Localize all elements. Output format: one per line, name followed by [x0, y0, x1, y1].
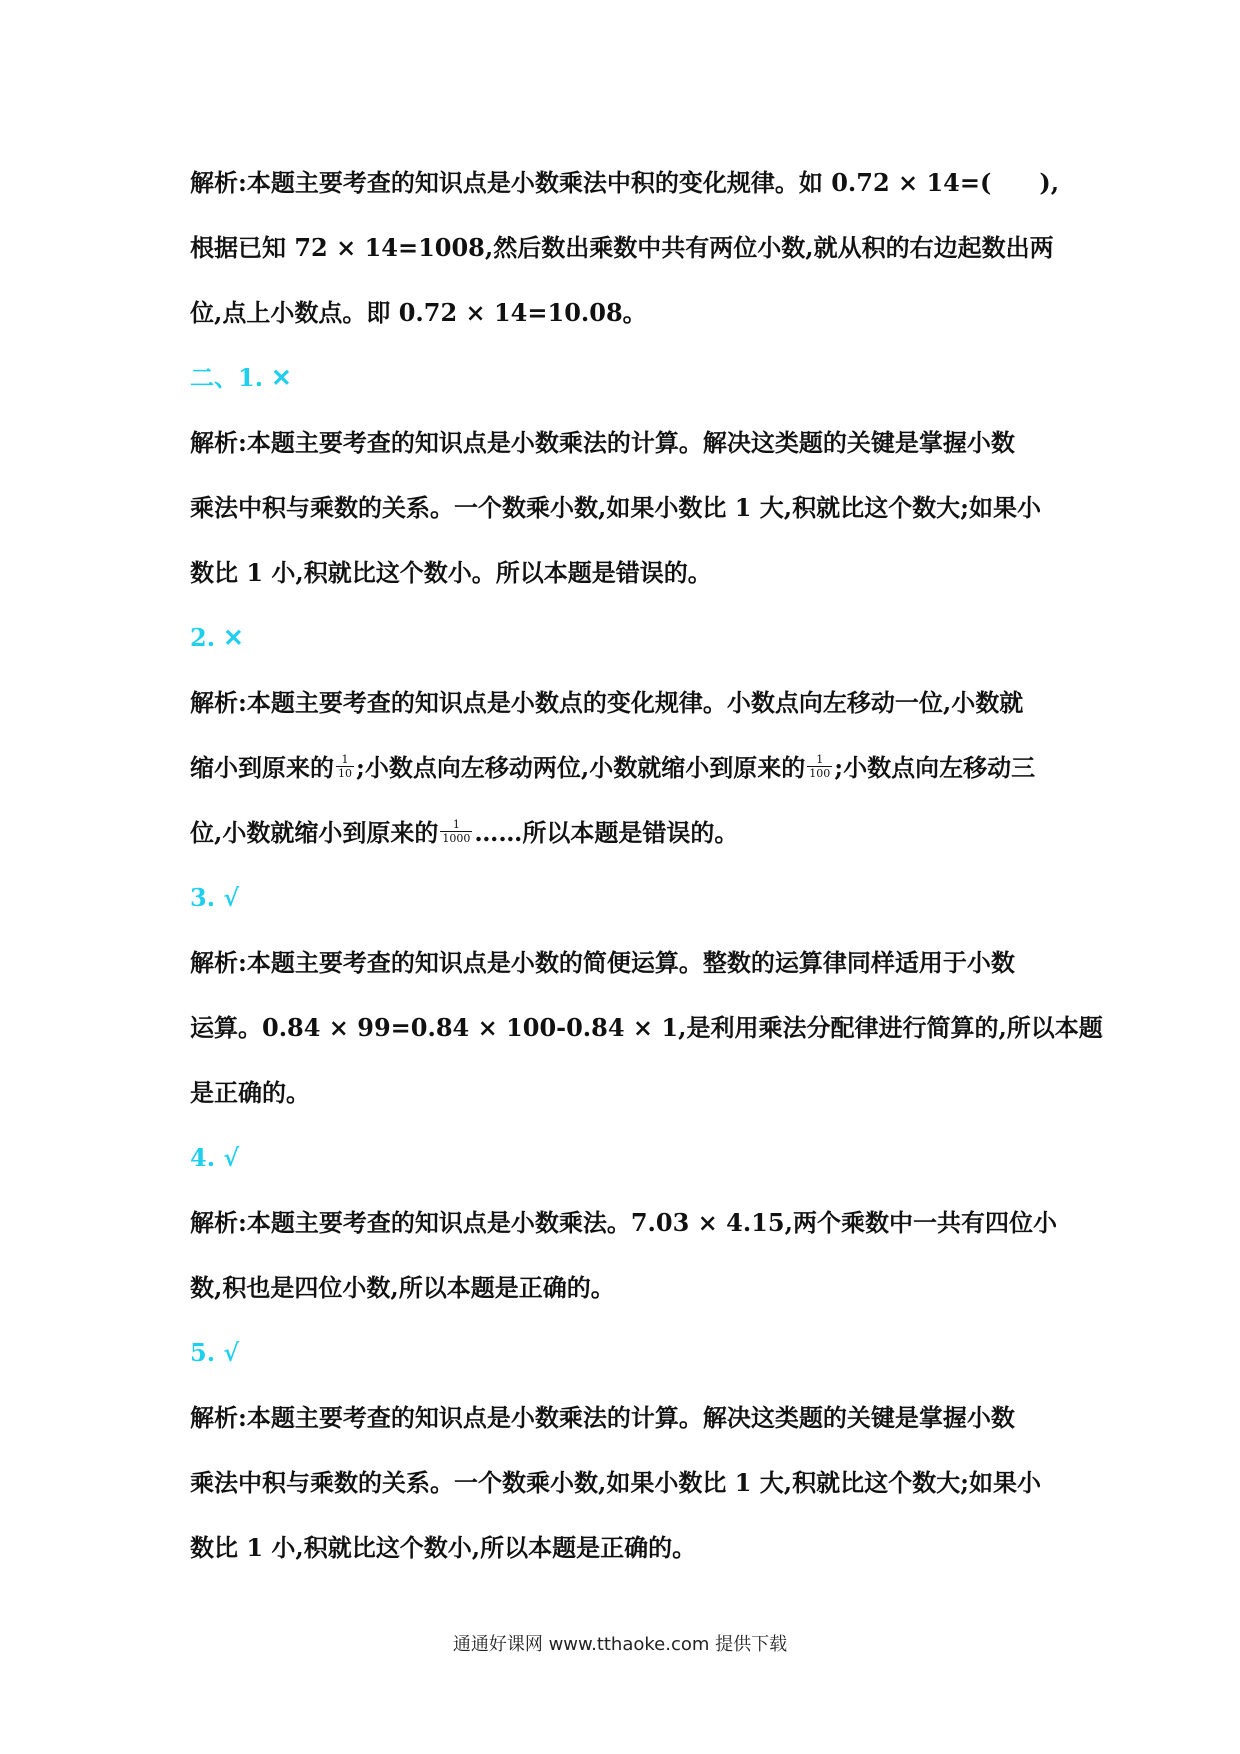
- fraction-one-thousandth: [440, 819, 472, 844]
- answer-q4: 4. √: [190, 1143, 240, 1172]
- fraction-denominator: 1000: [442, 832, 471, 845]
- text-line: 解析:本题主要考查的知识点是小数的简便运算。整数的运算律同样适用于小数: [190, 948, 1015, 977]
- text-line: 乘法中积与乘数的关系。一个数乘小数,如果小数比 1 大,积就比这个数大;如果小: [190, 493, 1041, 522]
- text-line: 解析:本题主要考查的知识点是小数乘法中积的变化规律。如 0.72 × 14=( ),: [190, 168, 1060, 197]
- answer-q3: 3. √: [190, 883, 240, 912]
- text-line: 位,点上小数点。即 0.72 × 14=10.08。: [190, 298, 647, 327]
- text-line: 根据已知 72 × 14=1008,然后数出乘数中共有两位小数,就从积的右边起数出两: [190, 233, 1054, 262]
- fraction-denominator: 100: [809, 767, 831, 780]
- text-line: 乘法中积与乘数的关系。一个数乘小数,如果小数比 1 大,积就比这个数大;如果小: [190, 1468, 1041, 1497]
- text-line-with-fractions: [190, 735, 1060, 800]
- fraction-numerator: 1: [452, 818, 460, 831]
- fraction-numerator: 1: [341, 753, 349, 766]
- text-line-with-fraction: [190, 800, 1060, 865]
- answer-q5: 5. √: [190, 1338, 240, 1367]
- answer-section-2-q1: 二、1. ✕: [190, 363, 292, 392]
- text-line: 数,积也是四位小数,所以本题是正确的。: [190, 1273, 615, 1302]
- text-segment: ;小数点向左移动三: [834, 753, 1036, 782]
- fraction-one-tenth: [336, 754, 354, 779]
- fraction-one-hundredth: [807, 754, 832, 779]
- text-segment: ;小数点向左移动两位,小数就缩小到原来的: [356, 753, 806, 782]
- answer-q2: 2. ✕: [190, 623, 244, 652]
- text-line: 解析:本题主要考查的知识点是小数点的变化规律。小数点向左移动一位,小数就: [190, 688, 1024, 717]
- text-segment: 缩小到原来的: [190, 753, 334, 782]
- text-line: 运算。0.84 × 99=0.84 × 100-0.84 × 1,是利用乘法分配律进行简算的,所以本题: [190, 1013, 1103, 1042]
- text-line: 解析:本题主要考查的知识点是小数乘法的计算。解决这类题的关键是掌握小数: [190, 1403, 1015, 1432]
- fraction-numerator: 1: [816, 753, 824, 766]
- answer-content: [190, 150, 1103, 1580]
- text-line: 解析:本题主要考查的知识点是小数乘法。7.03 × 4.15,两个乘数中一共有四位小: [190, 1208, 1057, 1237]
- fraction-denominator: 10: [338, 767, 352, 780]
- text-segment: ……所以本题是错误的。: [474, 818, 739, 847]
- page-footer: 通通好课网 www.tthaoke.com 提供下载: [452, 1634, 788, 1655]
- text-line: 数比 1 小,积就比这个数小,所以本题是正确的。: [190, 1533, 697, 1562]
- text-line: 是正确的。: [190, 1078, 310, 1107]
- text-segment: 位,小数就缩小到原来的: [190, 818, 439, 847]
- text-line: 数比 1 小,积就比这个数小。所以本题是错误的。: [190, 558, 712, 587]
- text-line: 解析:本题主要考查的知识点是小数乘法的计算。解决这类题的关键是掌握小数: [190, 428, 1015, 457]
